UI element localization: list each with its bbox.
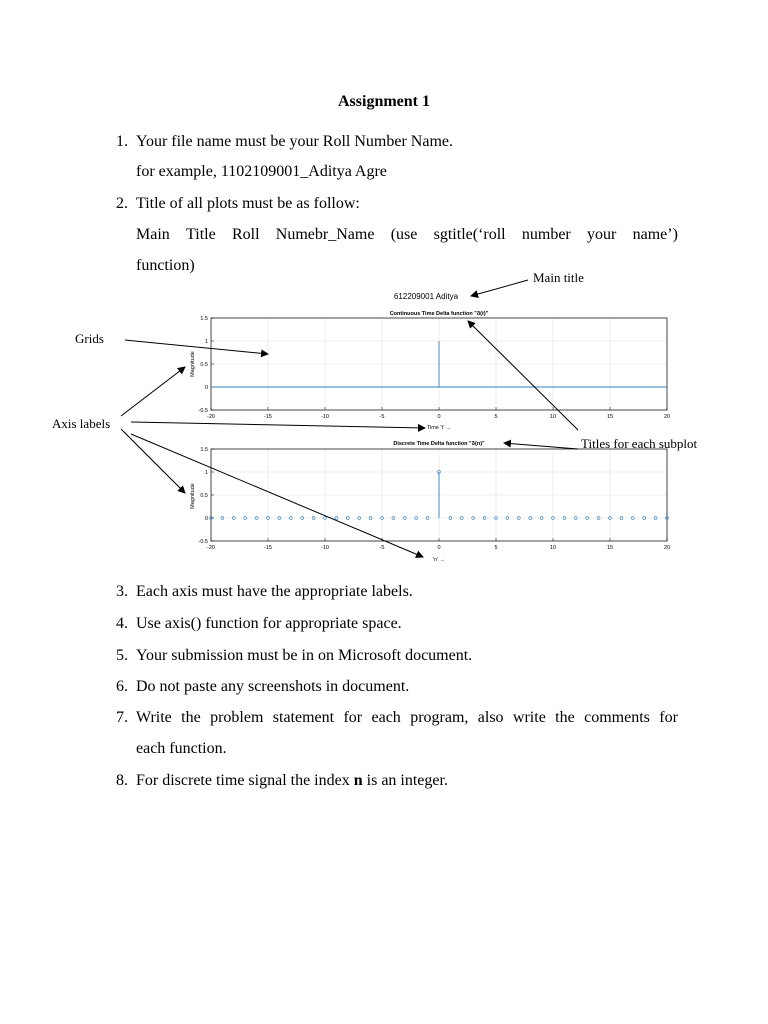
x-tick-label: 10 [549,414,557,420]
subplot-continuous [190,311,670,431]
tick-labels [199,447,671,551]
word: Roll [231,226,260,243]
item-number: 2. [116,195,128,212]
annotation-main-title: Main title [533,270,584,285]
item-2-line-1: Title of all plots must be as follow: [136,195,360,212]
y-tick-label: 0 [204,516,208,522]
arrow [121,367,185,416]
arrow [121,429,185,493]
x-tick-label: 20 [663,545,671,551]
item-8-text-pre: For discrete time signal the index [136,772,354,789]
word: name’) [632,226,678,243]
word: Title [186,226,216,243]
word: (use [390,226,418,243]
item-3: Each axis must have the appropriate labels. [136,583,413,600]
item-5: Your submission must be in on Microsoft document. [136,647,473,664]
subplot-title: Continuous Time Delta function "δ(t)" [389,311,489,317]
y-tick-label: 0 [204,385,208,391]
x-tick-label: -15 [264,545,272,551]
arrow [131,434,423,557]
y-axis-label: Magnitude [190,483,196,509]
word: sgtitle(‘roll [433,226,506,243]
item-8-text-post: is an integer. [362,772,448,789]
x-tick-label: -5 [379,545,385,551]
item-7-line-2: each function. [136,740,227,757]
sgtitle: 612209001 Aditya [393,292,459,301]
y-tick-label: 1.5 [200,447,208,453]
annotation-axis-labels: Axis labels [52,416,111,431]
tick-labels [199,316,671,420]
item-1-line-2: for example, 1102109001_Aditya Agre [136,163,387,180]
y-tick-label: 1 [204,470,208,476]
example-figure [0,268,768,568]
word: your [587,226,617,243]
item-number: 6. [116,678,128,695]
x-tick-label: 15 [606,545,614,551]
x-tick-label: 0 [437,545,441,551]
x-tick-label: -10 [321,414,329,420]
word: the [555,709,575,726]
y-tick-label: 1 [204,339,208,345]
word: write [512,709,546,726]
y-tick-label: 0.5 [200,362,208,368]
x-tick-label: 5 [494,545,498,551]
word: each [371,709,401,726]
item-number: 7. [116,709,128,726]
item-2-line-3: function) [136,257,195,274]
y-tick-label: -0.5 [198,408,208,414]
word: Write [136,709,172,726]
y-tick-label: 0.5 [200,493,208,499]
word: for [659,709,678,726]
item-8 [136,772,448,790]
annotation-subplot-titles: Titles for each subplot [581,436,698,451]
x-tick-label: 15 [606,414,614,420]
word: problem [210,709,264,726]
annotation-grids: Grids [75,331,104,346]
x-axis-label: 'n' → [432,557,446,563]
x-tick-label: -10 [321,545,329,551]
item-1-line-1: Your file name must be your Roll Number Name. [136,133,453,150]
arrow [131,422,425,428]
item-number: 3. [116,583,128,600]
subplot-title: Discrete Time Delta function "δ(n)" [393,441,485,447]
item-number: 8. [116,772,128,789]
x-tick-label: -20 [207,414,215,420]
item-2-line-2 [136,226,678,244]
subplot-discrete [190,441,670,563]
item-6: Do not paste any screenshots in document. [136,678,410,695]
arrow [504,443,578,449]
x-tick-label: -5 [379,414,385,420]
item-4: Use axis() function for appropriate space. [136,615,402,632]
word: number [521,226,571,243]
annotation-arrows [121,280,578,557]
arrow [471,280,528,296]
y-tick-label: 1.5 [200,316,208,322]
word: Main [136,226,170,243]
y-axis-label: Magnitude [190,351,196,377]
item-number: 4. [116,615,128,632]
y-tick-label: -0.5 [198,539,208,545]
arrow [468,321,578,430]
item-8-bold-n: n [353,772,363,789]
word: statement [272,709,335,726]
item-7-line-1 [136,709,678,727]
word: the [181,709,201,726]
x-tick-label: 0 [437,414,441,420]
x-tick-label: 10 [549,545,557,551]
word: comments [584,709,650,726]
word: also [477,709,504,726]
word: Numebr_Name [275,226,375,243]
item-number: 1. [116,133,128,150]
word: for [343,709,363,726]
x-tick-label: -15 [264,414,272,420]
x-axis-label: Time 't' → [426,425,452,431]
word: program, [410,709,469,726]
x-tick-label: 5 [494,414,498,420]
arrow [125,340,268,354]
item-number: 5. [116,647,128,664]
document-title: Assignment 1 [337,93,430,110]
x-tick-label: -20 [207,545,215,551]
x-tick-label: 20 [663,414,671,420]
